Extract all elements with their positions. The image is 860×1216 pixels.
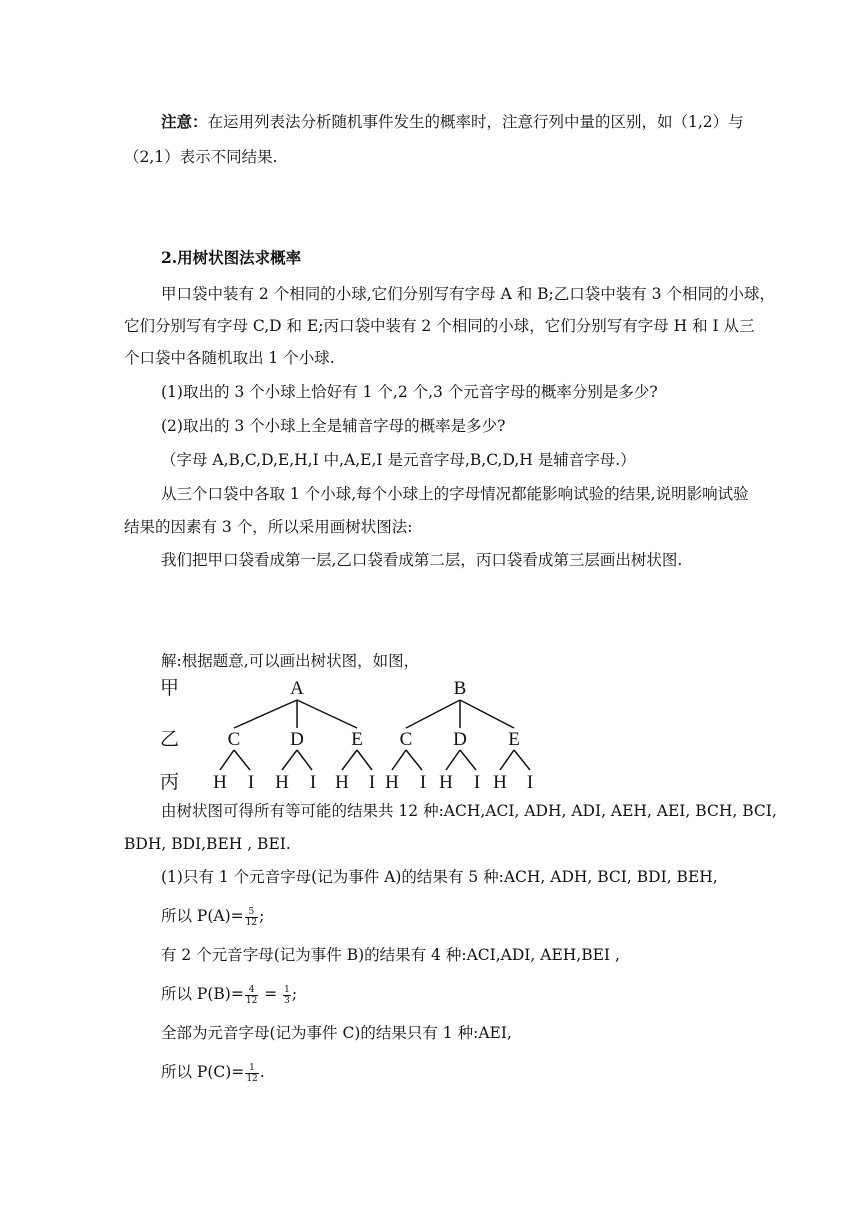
tree-node-d: D: [453, 729, 467, 750]
probability-b-prefix: 所以 P(B)=: [161, 985, 244, 1003]
tree-edge: [460, 750, 476, 770]
tree-edge: [234, 700, 297, 728]
tree-leaf-h: H: [335, 772, 349, 793]
row-label-bing: 丙: [160, 772, 180, 793]
tree-leaf-i: I: [526, 772, 534, 793]
probability-tree-diagram: [158, 676, 558, 798]
punctuation: ;: [291, 985, 298, 1003]
probability-c: [161, 1062, 265, 1084]
problem-line-3: 个口袋中各随机取出 1 个小球.: [124, 349, 335, 367]
fraction-1-12: [245, 1063, 258, 1084]
tree-leaf-h: H: [275, 772, 289, 793]
tree-node-b: B: [453, 678, 467, 699]
tree-leaf-i: I: [473, 772, 481, 793]
tree-edge: [406, 700, 460, 728]
tree-leaf-h: H: [213, 772, 227, 793]
tree-edge: [342, 750, 357, 770]
tree-edge: [460, 700, 514, 728]
probability-c-prefix: 所以 P(C)=: [161, 1063, 245, 1081]
tree-node-a: A: [290, 678, 304, 699]
problem-line-2: 它们分别写有字母 C,D 和 E;丙口袋中装有 2 个相同的小球，它们分别写有字母 H 和 I 从三: [124, 317, 755, 335]
tree-leaf-i: I: [419, 772, 427, 793]
tree-leaf-h: H: [439, 772, 453, 793]
tree-edge: [392, 750, 406, 770]
tree-edge: [406, 750, 422, 770]
row-label-jia: 甲: [160, 678, 180, 699]
layers-description: 我们把甲口袋看成第一层,乙口袋看成第二层，丙口袋看成第三层画出树状图.: [161, 551, 683, 569]
event-a-description: (1)只有 1 个元音字母(记为事件 A)的结果有 5 种:ACH, ADH, BCI, BDI, BEH,: [161, 868, 718, 886]
fraction-numerator: 5: [245, 907, 258, 918]
tree-edge: [282, 750, 297, 770]
fraction-numerator: 4: [245, 985, 258, 996]
tree-leaf-h: H: [493, 772, 507, 793]
probability-a: [161, 906, 264, 928]
fraction-denominator: 12: [245, 917, 258, 928]
row-label-yi: 乙: [160, 729, 180, 750]
section-title: 2.用树状图法求概率: [161, 248, 302, 267]
fraction-numerator: 1: [284, 984, 290, 995]
note-line-2: （2,1）表示不同结果.: [124, 148, 278, 166]
analysis-line-1: 从三个口袋中各取 1 个小球,每个小球上的字母情况都能影响试验的结果,说明影响试验: [161, 485, 749, 503]
tree-node-c: C: [227, 729, 241, 750]
fraction-5-12: [245, 907, 258, 928]
problem-line-1: 甲口袋中装有 2 个相同的小球,它们分别写有字母 A 和 B;乙口袋中装有 3 个相同的小球，: [161, 285, 775, 303]
punctuation: ;: [259, 907, 265, 925]
probability-b: [161, 984, 297, 1006]
tree-edge: [220, 750, 234, 770]
vowel-hint: （字母 A,B,C,D,E,H,I 中,A,E,I 是元音字母,B,C,D,H 是辅音字母.）: [161, 451, 636, 469]
tree-leaf-i: I: [368, 772, 376, 793]
fraction-denominator: 12: [246, 1073, 258, 1084]
equals-sign: =: [259, 985, 283, 1003]
tree-edge: [297, 750, 312, 770]
note-text: 在运用列表法分析随机事件发生的概率时，注意行列中量的区别，如（1,2）与: [207, 113, 744, 131]
tree-leaf-i: I: [247, 772, 255, 793]
punctuation: .: [259, 1063, 265, 1081]
solution-intro: 解:根据题意,可以画出树状图，如图，: [161, 652, 420, 670]
analysis-line-2: 结果的因素有 3 个，所以采用画树状图法:: [124, 518, 413, 536]
fraction-1-3: [283, 985, 291, 1006]
tree-edge: [357, 750, 372, 770]
probability-a-prefix: 所以 P(A)=: [161, 907, 244, 925]
tree-node-d: D: [290, 729, 304, 750]
tree-edge: [500, 750, 514, 770]
results-line-1: 由树状图可得所有等可能的结果共 12 种:ACH,ACI, ADH, ADI, AEH, AEI, BCH, BCI,: [161, 802, 777, 820]
note-line-1: [161, 112, 744, 132]
tree-edge: [446, 750, 460, 770]
question-2: (2)取出的 3 个小球上全是辅音字母的概率是多少?: [161, 417, 506, 435]
event-c-description: 全部为元音字母(记为事件 C)的结果只有 1 种:AEI,: [161, 1024, 512, 1042]
fraction-numerator: 1: [245, 1063, 258, 1074]
fraction-4-12: [245, 985, 258, 1006]
question-1: (1)取出的 3 个小球上恰好有 1 个,2 个,3 个元音字母的概率分别是多少?: [161, 383, 658, 401]
tree-leaf-h: H: [385, 772, 399, 793]
tree-edge: [297, 700, 357, 728]
tree-edge: [234, 750, 250, 770]
fraction-denominator: 3: [284, 995, 290, 1006]
tree-node-e: E: [508, 729, 520, 750]
note-label: 注意：: [161, 112, 208, 131]
results-line-2: BDH, BDI,BEH , BEI.: [124, 835, 291, 853]
tree-node-e: E: [351, 729, 363, 750]
fraction-denominator: 12: [245, 995, 258, 1006]
tree-node-c: C: [399, 729, 413, 750]
event-b-description: 有 2 个元音字母(记为事件 B)的结果有 4 种:ACI,ADI, AEH,BEI ,: [161, 946, 620, 964]
tree-edge: [514, 750, 530, 770]
tree-leaf-i: I: [309, 772, 317, 793]
